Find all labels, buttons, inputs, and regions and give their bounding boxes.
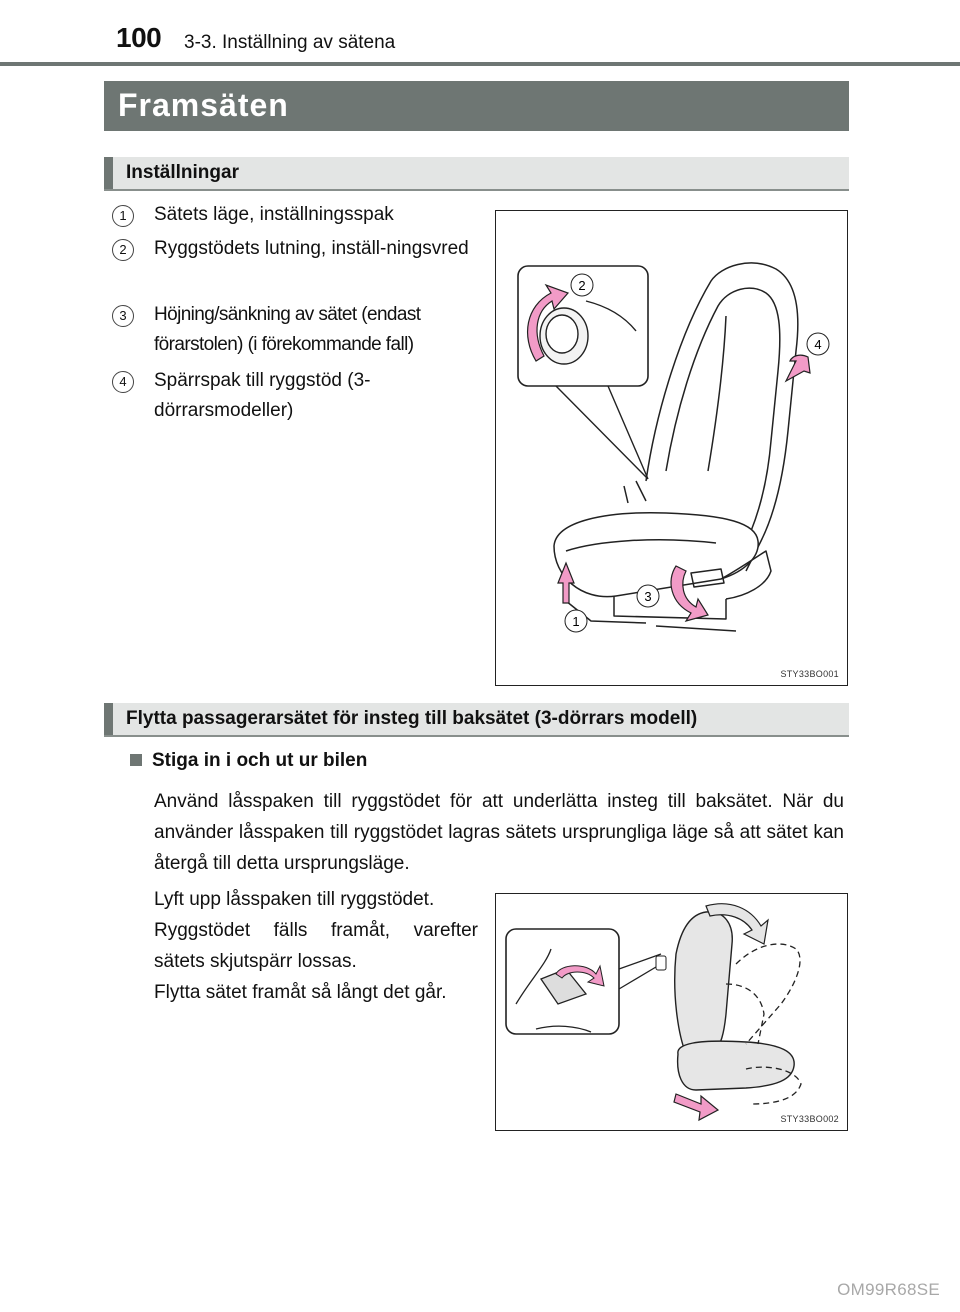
list-item [112,366,477,426]
list-item-text: Spärrspak till ryggstöd (3-dörrarsmodeller) [154,370,371,421]
callout-number: 2 [112,239,134,261]
square-bullet-icon [130,754,142,766]
body-paragraph: Använd låsspaken till ryggstödet för att underlätta insteg till baksätet. När du använder låsspaken till ryggstödet lagras sätets ursprungliga läge så att sätet kan återgå till detta ursprungsläge. [154,791,844,874]
callout-number: 4 [112,371,134,393]
settings-heading-bar [104,157,849,191]
watermark: OM99R68SE [837,1280,940,1299]
instructions-block [154,884,478,1008]
callout-1: 1 [572,614,580,629]
instruction-line: Lyft upp låsspaken till ryggstödet. [154,889,435,910]
page-title: Framsäten [118,87,289,123]
figure-code: STY33BO002 [780,1114,839,1124]
settings-heading: Inställningar [126,162,239,183]
callout-2: 2 [578,278,586,293]
list-item-text: Ryggstödets lutning, inställ-ningsvred [154,238,469,259]
instruction-line: Flytta sätet framåt så långt det går. [154,982,447,1003]
title-bar [104,81,849,131]
seat-illustration [496,211,848,686]
section-reference: 3-3. Inställning av sätena [184,32,396,53]
page-header [0,0,960,66]
backrest-fold-figure [495,893,848,1131]
callout-4: 4 [814,337,822,352]
list-item-text: Sätets läge, inställningsspak [154,204,394,225]
instruction-line: Ryggstödet fälls framåt, varefter sätets skjutspärr lossas. [154,920,478,972]
callout-number: 1 [112,205,134,227]
fold-illustration [496,894,848,1131]
callout-3: 3 [644,589,652,604]
seat-adjustment-figure [495,210,848,686]
heading-marker [104,703,113,735]
list-item [112,234,477,264]
subsection-text: Stiga in i och ut ur bilen [152,750,368,771]
figure-code: STY33BO001 [780,669,839,679]
list-item [112,300,477,360]
heading-marker [104,157,113,189]
header-rule [0,62,960,66]
rear-access-heading-bar [104,703,849,737]
callout-number: 3 [112,305,134,327]
list-item [112,200,477,230]
rear-access-heading: Flytta passagerarsätet för insteg till baksätet (3-dörrars modell) [126,708,698,729]
page-number: 100 [116,22,162,53]
subsection-title [130,750,367,772]
list-item-text: Höjning/sänkning av sätet (endast förarstolen) (i förekommande fall) [154,304,421,355]
